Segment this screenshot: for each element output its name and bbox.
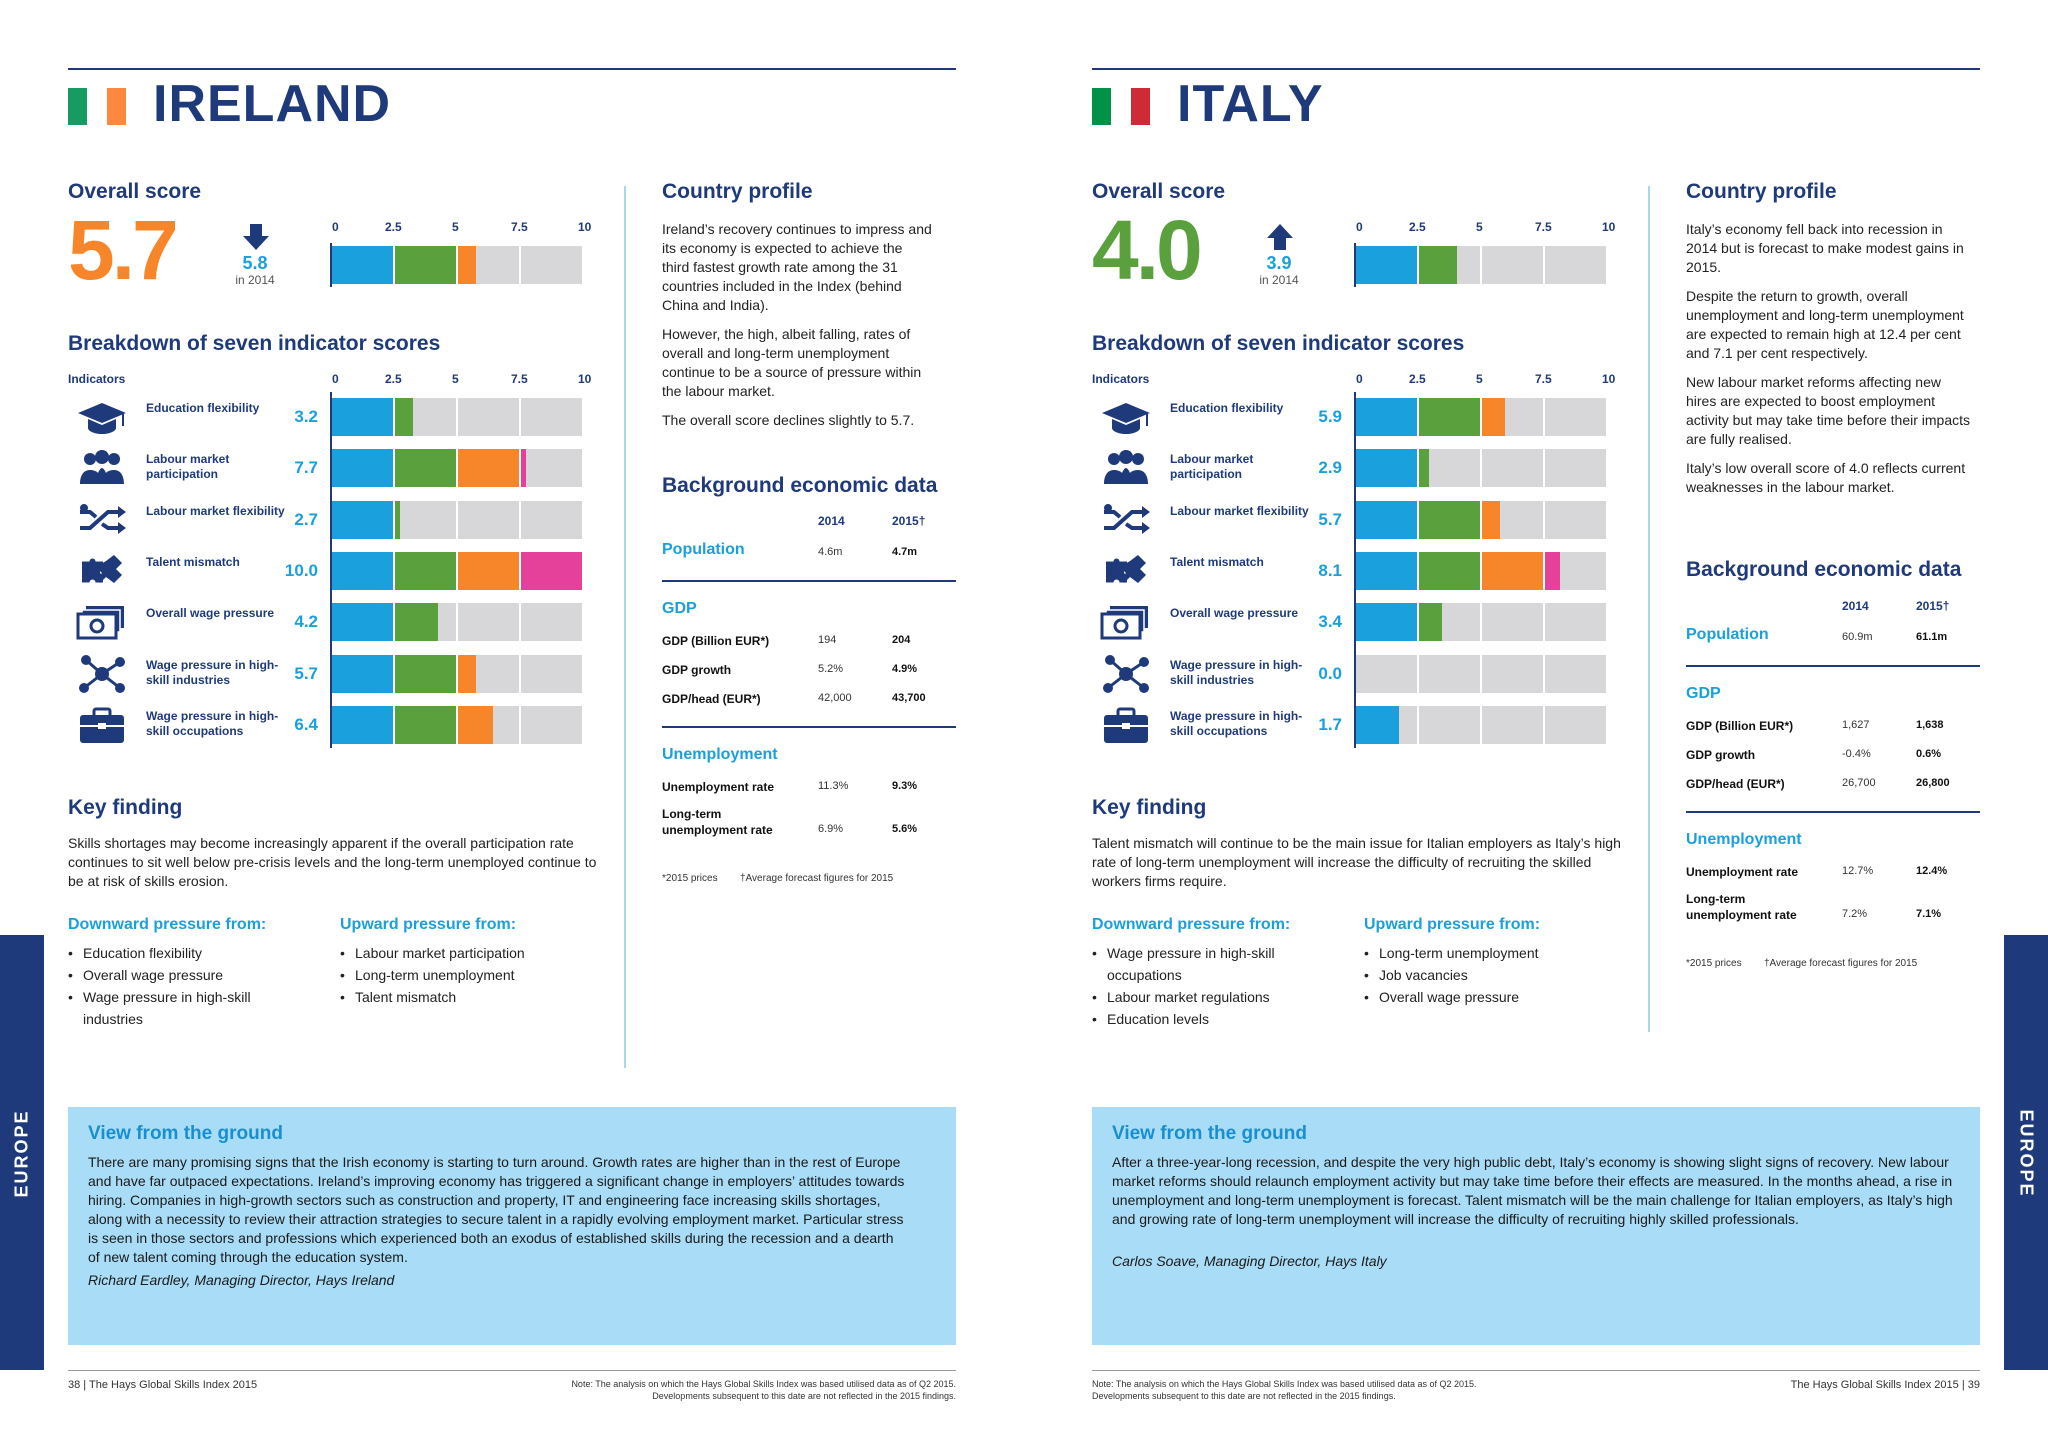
background-heading: Background economic data	[662, 474, 938, 497]
bar-segment	[332, 552, 393, 590]
indicator-bar	[332, 501, 584, 539]
bar-segment	[1356, 603, 1417, 641]
top-rule	[68, 68, 956, 70]
indicator-value: 2.9	[1318, 458, 1342, 478]
bar-segment	[1419, 246, 1457, 284]
col-header-2015: 2015†	[892, 514, 926, 528]
downward-list	[68, 942, 288, 1030]
key-finding-heading: Key finding	[1092, 796, 1207, 819]
bar-band-background	[1545, 603, 1606, 641]
scale-tick-label: 7.5	[511, 372, 528, 386]
bar-band-background	[1545, 246, 1606, 284]
indicator-value: 4.2	[294, 612, 318, 632]
unemployment-label: Unemployment	[1686, 831, 1802, 848]
europe-tab-label: EUROPE	[2016, 1109, 2037, 1198]
indicator-value: 3.4	[1318, 612, 1342, 632]
bar-segment	[458, 655, 476, 693]
bar-band-background	[521, 246, 582, 284]
downward-heading: Downward pressure from:	[68, 916, 267, 933]
indicator-label: Wage pressure in high-skill occupations	[146, 708, 279, 738]
puzzle-pieces-icon	[76, 551, 128, 591]
flag-ireland	[68, 88, 126, 125]
gdp-row-label: GDP growth	[662, 663, 732, 677]
bar-band-background	[458, 398, 519, 436]
bar-band-background	[521, 655, 582, 693]
table-rule	[662, 580, 956, 582]
indicator-bar	[332, 706, 584, 744]
bar-segment	[395, 398, 413, 436]
indicator-label: Talent mismatch	[146, 554, 240, 569]
bar-band-background	[1545, 398, 1606, 436]
bar-segment	[395, 552, 456, 590]
page-italy	[1024, 0, 2048, 1448]
bar-segment	[1482, 398, 1505, 436]
bar-segment	[395, 501, 400, 539]
bar-segment	[1356, 501, 1417, 539]
key-finding-text: Talent mismatch will continue to be the main issue for Italian employers as Italy’s high rate of long-term unemployment will increase the difficulty of recruiting the skilled workers firms require.	[1092, 835, 1621, 889]
bar-band-background	[1419, 706, 1480, 744]
bar-segment	[1419, 603, 1442, 641]
view-title: View from the ground	[1112, 1123, 1307, 1144]
key-finding-text: Skills shortages may become increasingly apparent if the overall participation rate continues to sit well below pre-crisis levels and the long-term unemployed continue to be at risk of skills erosion.	[68, 835, 597, 889]
bar-band-background	[458, 603, 519, 641]
page-footer: 38 | The Hays Global Skills Index 2015	[68, 1379, 258, 1391]
bar-band-background	[1545, 655, 1606, 693]
bar-band-background	[1482, 246, 1543, 284]
profile-paragraph: Italy’s economy fell back into recession in 2014 but is forecast to make modest gains in 2015.	[1686, 221, 1964, 275]
indicators-label: Indicators	[1092, 372, 1150, 386]
bar-band-background	[1356, 655, 1417, 693]
table-rule	[1686, 665, 1980, 667]
indicator-label: Education flexibility	[1170, 401, 1284, 415]
indicator-label: Wage pressure in high-skill occupations	[1170, 708, 1303, 738]
bar-segment	[1356, 449, 1417, 487]
gdp-row-2014: 26,700	[1842, 777, 1876, 789]
scale-tick-label: 7.5	[1535, 220, 1552, 234]
scale-tick-label: 10	[578, 220, 592, 234]
unemployment-2015: 12.4%	[1916, 865, 1948, 877]
indicator-label: Overall wage pressure	[146, 606, 275, 621]
scale-tick-label: 2.5	[1409, 372, 1426, 386]
indicator-label: Talent mismatch	[1170, 554, 1264, 569]
bar-segment	[521, 552, 582, 590]
population-2015: 61.1m	[1916, 631, 1948, 643]
banknotes-icon	[76, 602, 128, 642]
scale-tick-label: 5	[452, 220, 459, 234]
gdp-row-label: GDP growth	[1686, 748, 1756, 762]
bar-segment	[332, 655, 393, 693]
bar-band-background	[458, 501, 519, 539]
col-header-2014: 2014	[818, 514, 845, 528]
gdp-row-2014: 1,627	[1842, 719, 1870, 731]
profile-paragraph: However, the high, albeit falling, rates of overall and long-term unemployment continue to be a source of pressure within the labour market.	[662, 326, 922, 399]
indicator-value: 6.4	[294, 714, 318, 734]
bar-segment	[332, 501, 393, 539]
country-profile-text	[1686, 220, 1971, 507]
bar-segment	[458, 449, 519, 487]
bar-segment	[395, 246, 456, 284]
unemployment-2014: 12.7%	[1842, 865, 1874, 877]
briefcase-icon	[76, 705, 128, 745]
europe-tab	[2004, 935, 2048, 1370]
indicator-value: 8.1	[1318, 560, 1342, 580]
unemployment-row-label: Unemployment rate	[1686, 865, 1799, 879]
bottom-rule	[68, 1370, 956, 1371]
lt-unemployment-2015: 7.1%	[1916, 908, 1942, 920]
indicator-label: Wage pressure in high-skill industries	[146, 657, 279, 687]
list-item: • Talent mismatch	[340, 986, 580, 1008]
gdp-row-2015: 0.6%	[1916, 748, 1942, 760]
previous-score-label: in 2014	[1259, 273, 1299, 287]
view-from-ground-box	[68, 1107, 956, 1345]
background-heading: Background economic data	[1686, 558, 1962, 581]
bar-segment	[332, 246, 393, 284]
bar-band-background	[521, 449, 582, 487]
bar-segment	[332, 706, 393, 744]
indicator-label: Wage pressure in high-skill industries	[1170, 657, 1303, 687]
indicator-bar	[1356, 449, 1608, 487]
scale-tick-label: 2.5	[385, 372, 402, 386]
bar-band-background	[521, 398, 582, 436]
banknotes-icon	[1100, 602, 1152, 642]
europe-tab	[0, 935, 44, 1370]
table-rule	[1686, 811, 1980, 813]
bar-band-background	[1545, 501, 1606, 539]
gdp-row-2015: 43,700	[892, 692, 926, 704]
arrow-up-icon	[1265, 222, 1295, 252]
indicator-value: 5.7	[294, 663, 318, 683]
indicator-bar	[332, 449, 584, 487]
bar-segment	[1482, 552, 1543, 590]
indicator-value: 2.7	[294, 509, 318, 529]
bar-band-background	[1482, 603, 1543, 641]
scale-tick-label: 10	[1602, 372, 1616, 386]
bar-segment	[1482, 501, 1500, 539]
lt-unemployment-row-label: Long-term unemployment rate	[662, 807, 773, 837]
scale-tick-label: 7.5	[511, 220, 528, 234]
profile-paragraph: The overall score declines slightly to 5.7.	[662, 412, 915, 428]
flag-stripe	[107, 88, 126, 125]
bar-segment	[1419, 552, 1480, 590]
population-label: Population	[662, 541, 745, 558]
gdp-row-2015: 1,638	[1916, 719, 1944, 731]
bar-segment	[1356, 246, 1417, 284]
scale-tick-label: 5	[452, 372, 459, 386]
overall-score-bar	[332, 246, 584, 284]
gdp-row-2015: 204	[892, 634, 911, 646]
view-text: After a three-year-long recession, and despite the very high public debt, Italy’s economy is showing slight signs of recovery. New labour market reforms should relaunch employment activity but may take time before their effects are measured. In the months ahead, a rise in unemployment and long-term unemployment is forecast. Talent mismatch will be the main challenge for Italian employers, as Italy’s high and growing rate of long-term unemployment will increase the difficulty of recruiting highly skilled professionals.	[1112, 1154, 1953, 1227]
list-item: • Education levels	[1092, 1008, 1312, 1030]
list-item: • Long-term unemployment	[340, 964, 580, 986]
list-item: • Education flexibility	[68, 942, 288, 964]
bar-segment	[1356, 706, 1399, 744]
list-item: • Overall wage pressure	[68, 964, 288, 986]
graduation-cap-icon	[1100, 397, 1152, 437]
country-profile-text	[662, 220, 932, 440]
bar-band-background	[521, 706, 582, 744]
scale-tick-label: 2.5	[385, 220, 402, 234]
country-profile-heading: Country profile	[1686, 180, 1837, 203]
footnote-prices: *2015 prices	[662, 873, 718, 884]
bar-segment	[1419, 398, 1480, 436]
flag-stripe	[1092, 88, 1111, 125]
breakdown-heading: Breakdown of seven indicator scores	[1092, 332, 1465, 355]
population-label: Population	[1686, 626, 1769, 643]
profile-paragraph: Ireland’s recovery continues to impress and its economy is expected to achieve the third fastest growth rate among the 31 countries included in the Index (behind China and India).	[662, 221, 932, 313]
previous-score: 3.9	[1266, 253, 1292, 273]
lt-unemployment-2014: 6.9%	[818, 823, 844, 835]
population-2014: 4.6m	[818, 546, 843, 558]
bar-segment	[458, 706, 493, 744]
unemployment-2015: 9.3%	[892, 780, 918, 792]
profile-paragraph: Italy’s low overall score of 4.0 reflects current weaknesses in the labour market.	[1686, 460, 1966, 495]
list-item: • Labour market regulations	[1092, 986, 1312, 1008]
arrow-down-icon	[241, 222, 271, 252]
flag-italy	[1092, 88, 1150, 125]
bar-segment	[395, 655, 456, 693]
bar-band-background	[1482, 449, 1543, 487]
list-item: • Overall wage pressure	[1364, 986, 1604, 1008]
bar-segment	[1356, 398, 1417, 436]
lt-unemployment-2015: 5.6%	[892, 823, 918, 835]
bar-segment	[1545, 552, 1560, 590]
bar-band-background	[1482, 655, 1543, 693]
overall-score: 4.0	[1092, 203, 1200, 297]
footnote-prices: *2015 prices	[1686, 958, 1742, 969]
bar-band-background	[1545, 449, 1606, 487]
bar-segment	[395, 706, 456, 744]
bar-segment	[1419, 449, 1429, 487]
flag-stripe	[87, 88, 106, 125]
bar-segment	[332, 449, 393, 487]
indicator-label: Labour market flexibility	[146, 503, 285, 518]
bar-segment	[458, 246, 476, 284]
gdp-row-label: GDP/head (EUR*)	[1686, 777, 1785, 791]
gdp-row-2015: 4.9%	[892, 663, 918, 675]
indicator-bar	[332, 398, 584, 436]
scale-tick-label: 5	[1476, 372, 1483, 386]
bar-segment	[332, 603, 393, 641]
view-from-ground-box	[1092, 1107, 1980, 1345]
briefcase-icon	[1100, 705, 1152, 745]
gdp-label: GDP	[1686, 685, 1721, 702]
lt-unemployment-row-label: Long-term unemployment rate	[1686, 892, 1797, 922]
indicator-value: 10.0	[284, 560, 318, 580]
indicator-value: 1.7	[1318, 714, 1342, 734]
scale-tick-label: 0	[1356, 220, 1363, 234]
col-header-2014: 2014	[1842, 599, 1869, 613]
gdp-label: GDP	[662, 600, 697, 617]
bar-band-background	[521, 501, 582, 539]
list-item: • Job vacancies	[1364, 964, 1604, 986]
flag-stripe	[68, 88, 87, 125]
indicator-bar	[1356, 398, 1608, 436]
bar-band-background	[395, 501, 456, 539]
downward-heading: Downward pressure from:	[1092, 916, 1291, 933]
bar-segment	[395, 603, 438, 641]
indicator-label: Labour market flexibility	[1170, 503, 1309, 518]
bar-band-background	[1545, 706, 1606, 744]
bar-segment	[1419, 501, 1480, 539]
country-profile-heading: Country profile	[662, 180, 813, 203]
table-rule	[662, 726, 956, 728]
scale-tick-label: 0	[332, 220, 339, 234]
view-title: View from the ground	[88, 1123, 283, 1144]
scale-tick-label: 10	[1602, 220, 1616, 234]
indicator-label: Labour market participation	[1170, 452, 1254, 482]
people-group-icon	[76, 448, 128, 488]
indicator-value: 5.7	[1318, 509, 1342, 529]
view-signature: Richard Eardley, Managing Director, Hays Ireland	[88, 1272, 395, 1288]
overall-score-bar	[1356, 246, 1608, 284]
footnote-note: Note: The analysis on which the Hays Global Skills Index was based utilised data as of Q2 2015. Developments subsequent to this date are not reflected in the 2015 findings.	[571, 1379, 956, 1401]
bar-band-background	[1482, 706, 1543, 744]
profile-paragraph: New labour market reforms affecting new hires are expected to boost employment activity but may take time before their impacts are fully realised.	[1686, 374, 1970, 447]
network-nodes-icon	[1100, 654, 1152, 694]
col-header-2015: 2015†	[1916, 599, 1950, 613]
footnote-forecast: †Average forecast figures for 2015	[1764, 958, 1918, 969]
population-2014: 60.9m	[1842, 631, 1873, 643]
gdp-row-label: GDP (Billion EUR*)	[662, 634, 770, 648]
gdp-row-2014: 42,000	[818, 692, 852, 704]
previous-score: 5.8	[242, 253, 268, 273]
previous-score-label: in 2014	[235, 273, 275, 287]
indicators-label: Indicators	[68, 372, 126, 386]
unemployment-row-label: Unemployment rate	[662, 780, 775, 794]
overall-score: 5.7	[68, 203, 176, 297]
indicator-bar	[1356, 501, 1608, 539]
gdp-row-label: GDP/head (EUR*)	[662, 692, 761, 706]
flag-stripe	[1111, 88, 1130, 125]
scale-tick-label: 0	[1356, 372, 1363, 386]
graduation-cap-icon	[76, 397, 128, 437]
indicator-value: 7.7	[294, 458, 318, 478]
top-rule	[1092, 68, 1980, 70]
indicator-bar	[1356, 603, 1608, 641]
gdp-row-2014: -0.4%	[1842, 748, 1871, 760]
column-divider	[624, 186, 626, 1068]
population-2015: 4.7m	[892, 546, 918, 558]
indicator-bar	[1356, 706, 1608, 744]
overall-score-heading: Overall score	[68, 180, 202, 203]
scale-tick-label: 7.5	[1535, 372, 1552, 386]
scale-tick-label: 10	[578, 372, 592, 386]
profile-paragraph: Despite the return to growth, overall unemployment and long-term unemployment are expected to remain high at 12.4 per cent and 7.1 per cent respectively.	[1686, 288, 1964, 361]
list-item: • Wage pressure in high-skill occupations	[1092, 942, 1312, 986]
list-item: • Long-term unemployment	[1364, 942, 1604, 964]
scale-tick-label: 0	[332, 372, 339, 386]
indicator-value: 0.0	[1318, 663, 1342, 683]
footnote-forecast: †Average forecast figures for 2015	[740, 873, 894, 884]
breakdown-heading: Breakdown of seven indicator scores	[68, 332, 441, 355]
indicator-bar	[1356, 552, 1608, 590]
indicator-value: 5.9	[1318, 407, 1342, 426]
gdp-row-2014: 5.2%	[818, 663, 844, 675]
page-footer: The Hays Global Skills Index 2015 | 39	[1790, 1379, 1980, 1391]
indicator-bar	[332, 552, 584, 590]
shuffle-arrows-icon	[1100, 500, 1152, 540]
column-divider	[1648, 186, 1650, 1032]
upward-list	[340, 942, 580, 1008]
view-text: There are many promising signs that the Irish economy is starting to turn around. Growth rates are higher than in the rest of Europe and have far outpaced expectations. Ireland’s improving economy has triggered a significant change in employers’ attitudes towards hiring. Companies in high-growth sectors such as construction and property, IT and engineering face increasing skills shortages, along with a necessity to review their attraction strategies to secure talent in a rapidly evolving employment market. Particular stress is seen in those sectors and professions which experienced both an exodus of established skills during the recession and a dearth of new talent coming through the education system.	[88, 1154, 905, 1265]
upward-heading: Upward pressure from:	[1364, 916, 1541, 933]
downward-list	[1092, 942, 1312, 1030]
people-group-icon	[1100, 448, 1152, 488]
network-nodes-icon	[76, 654, 128, 694]
unemployment-label: Unemployment	[662, 746, 778, 763]
puzzle-pieces-icon	[1100, 551, 1152, 591]
flag-stripe	[1131, 88, 1150, 125]
view-signature: Carlos Soave, Managing Director, Hays Italy	[1112, 1253, 1387, 1269]
unemployment-2014: 11.3%	[818, 780, 849, 792]
list-item: • Wage pressure in high-skill industries	[68, 986, 288, 1030]
gdp-row-2014: 194	[818, 634, 837, 646]
upward-list	[1364, 942, 1604, 1008]
overall-score-heading: Overall score	[1092, 180, 1226, 203]
indicator-bar	[332, 603, 584, 641]
gdp-row-2015: 26,800	[1916, 777, 1950, 789]
scale-tick-label: 2.5	[1409, 220, 1426, 234]
gdp-row-label: GDP (Billion EUR*)	[1686, 719, 1794, 733]
lt-unemployment-2014: 7.2%	[1842, 908, 1868, 920]
indicator-value: 3.2	[294, 407, 318, 426]
bar-segment	[458, 552, 519, 590]
bar-segment	[395, 449, 456, 487]
country-title: ITALY	[1177, 75, 1324, 133]
key-finding-heading: Key finding	[68, 796, 183, 819]
bar-segment	[1356, 552, 1417, 590]
bottom-rule	[1092, 1370, 1980, 1371]
footnote-note: Note: The analysis on which the Hays Global Skills Index was based utilised data as of Q2 2015. Developments subsequent to this date are not reflected in the 2015 findings.	[1092, 1379, 1477, 1401]
europe-tab-label: EUROPE	[11, 1109, 32, 1198]
list-item: • Labour market participation	[340, 942, 580, 964]
bar-segment	[332, 398, 393, 436]
indicator-bar	[1356, 655, 1608, 693]
indicator-bar	[332, 655, 584, 693]
indicator-label: Overall wage pressure	[1170, 606, 1299, 621]
indicator-label: Education flexibility	[146, 401, 260, 415]
indicator-label: Labour market participation	[146, 452, 230, 482]
shuffle-arrows-icon	[76, 500, 128, 540]
bar-segment	[521, 449, 526, 487]
bar-band-background	[1419, 655, 1480, 693]
scale-tick-label: 5	[1476, 220, 1483, 234]
bar-band-background	[521, 603, 582, 641]
country-title: IRELAND	[153, 75, 392, 133]
upward-heading: Upward pressure from:	[340, 916, 517, 933]
